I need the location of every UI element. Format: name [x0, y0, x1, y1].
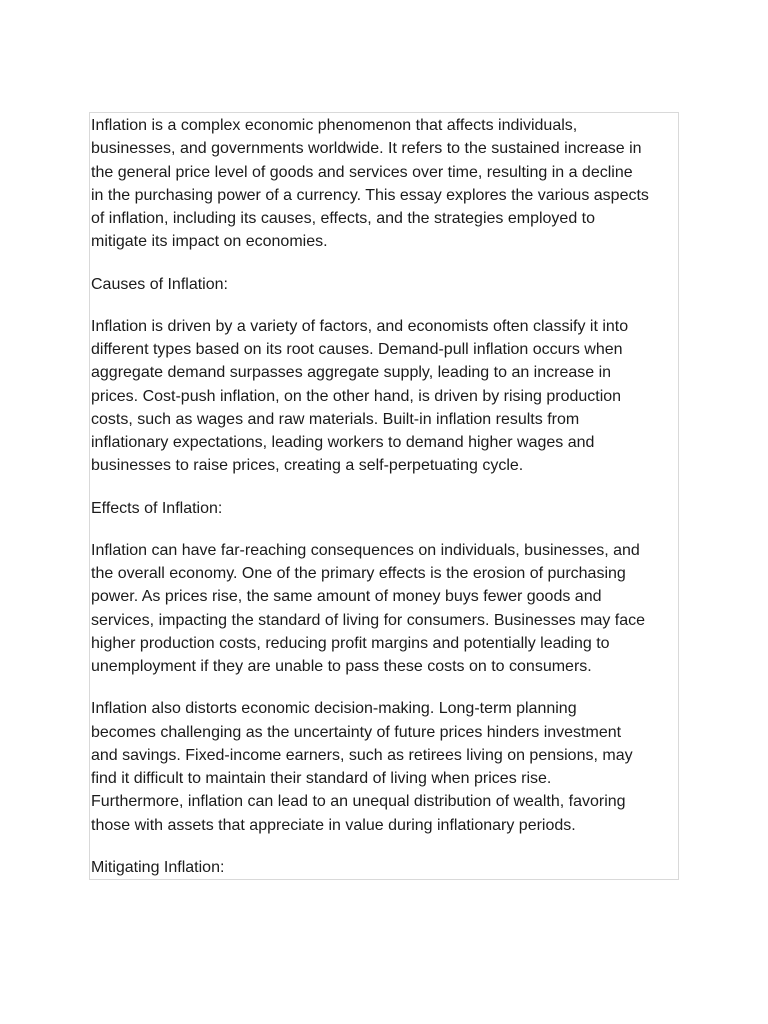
paragraph-line: inflationary expectations, leading workers to demand higher wages and	[91, 434, 595, 451]
paragraph-line: find it difficult to maintain their standard of living when prices rise.	[91, 770, 552, 787]
section-heading-mitigating	[91, 856, 669, 879]
paragraph-line: businesses to raise prices, creating a self-perpetuating cycle.	[91, 457, 524, 475]
paragraph-line: aggregate demand surpasses aggregate supply, leading to an increase in	[91, 364, 612, 382]
section-heading: Mitigating Inflation:	[91, 858, 225, 876]
section-heading-causes	[91, 273, 669, 296]
paragraph-line: prices. Cost-push inflation, on the other hand, is driven by rising production	[91, 387, 622, 405]
paragraph-line: services, impacting the standard of living for consumers. Businesses may face	[91, 611, 646, 629]
causes-paragraph	[91, 315, 669, 478]
paragraph-line: unemployment if they are unable to pass these costs on to consumers.	[91, 658, 592, 675]
effects-continued-paragraph	[91, 697, 669, 837]
paragraph-line: and savings. Fixed-income earners, such as retirees living on pensions, may	[91, 746, 633, 764]
section-heading: Causes of Inflation:	[91, 275, 228, 293]
intro-paragraph	[91, 114, 669, 254]
paragraph-line: Inflation is driven by a variety of factors, and economists often classify it into	[91, 317, 629, 335]
paragraph-line: in the purchasing power of a currency. This essay explores the various aspects	[91, 186, 649, 204]
effects-paragraph	[91, 539, 669, 679]
paragraph-line: costs, such as wages and raw materials. Built-in inflation results from	[91, 410, 580, 428]
paragraph-line: becomes challenging as the uncertainty of future prices hinders investment	[91, 723, 622, 741]
paragraph-line: Inflation can have far-reaching consequences on individuals, businesses, and	[91, 541, 640, 559]
paragraph-line: those with assets that appreciate in value during inflationary periods.	[91, 816, 576, 834]
paragraph-line: different types based on its root causes. Demand-pull inflation occurs when	[91, 341, 623, 358]
paragraph-line: power. As prices rise, the same amount of money buys fewer goods and	[91, 588, 602, 606]
paragraph-line: higher production costs, reducing profit margins and potentially leading to	[91, 634, 610, 652]
paragraph-line: Inflation is a complex economic phenomenon that affects individuals,	[91, 117, 578, 134]
paragraph-line: mitigate its impact on economies.	[91, 233, 328, 251]
paragraph-line: the general price level of goods and services over time, resulting in a decline	[91, 163, 633, 181]
section-heading-effects	[91, 497, 669, 520]
document-body	[89, 112, 679, 880]
section-heading: Effects of Inflation:	[91, 499, 223, 517]
paragraph-line: Furthermore, inflation can lead to an unequal distribution of wealth, favoring	[91, 793, 626, 811]
paragraph-line: the overall economy. One of the primary effects is the erosion of purchasing	[91, 565, 626, 582]
paragraph-line: businesses, and governments worldwide. It refers to the sustained increase in	[91, 140, 642, 158]
paragraph-line: Inflation also distorts economic decision-making. Long-term planning	[91, 700, 577, 718]
paragraph-line: of inflation, including its causes, effects, and the strategies employed to	[91, 210, 595, 227]
